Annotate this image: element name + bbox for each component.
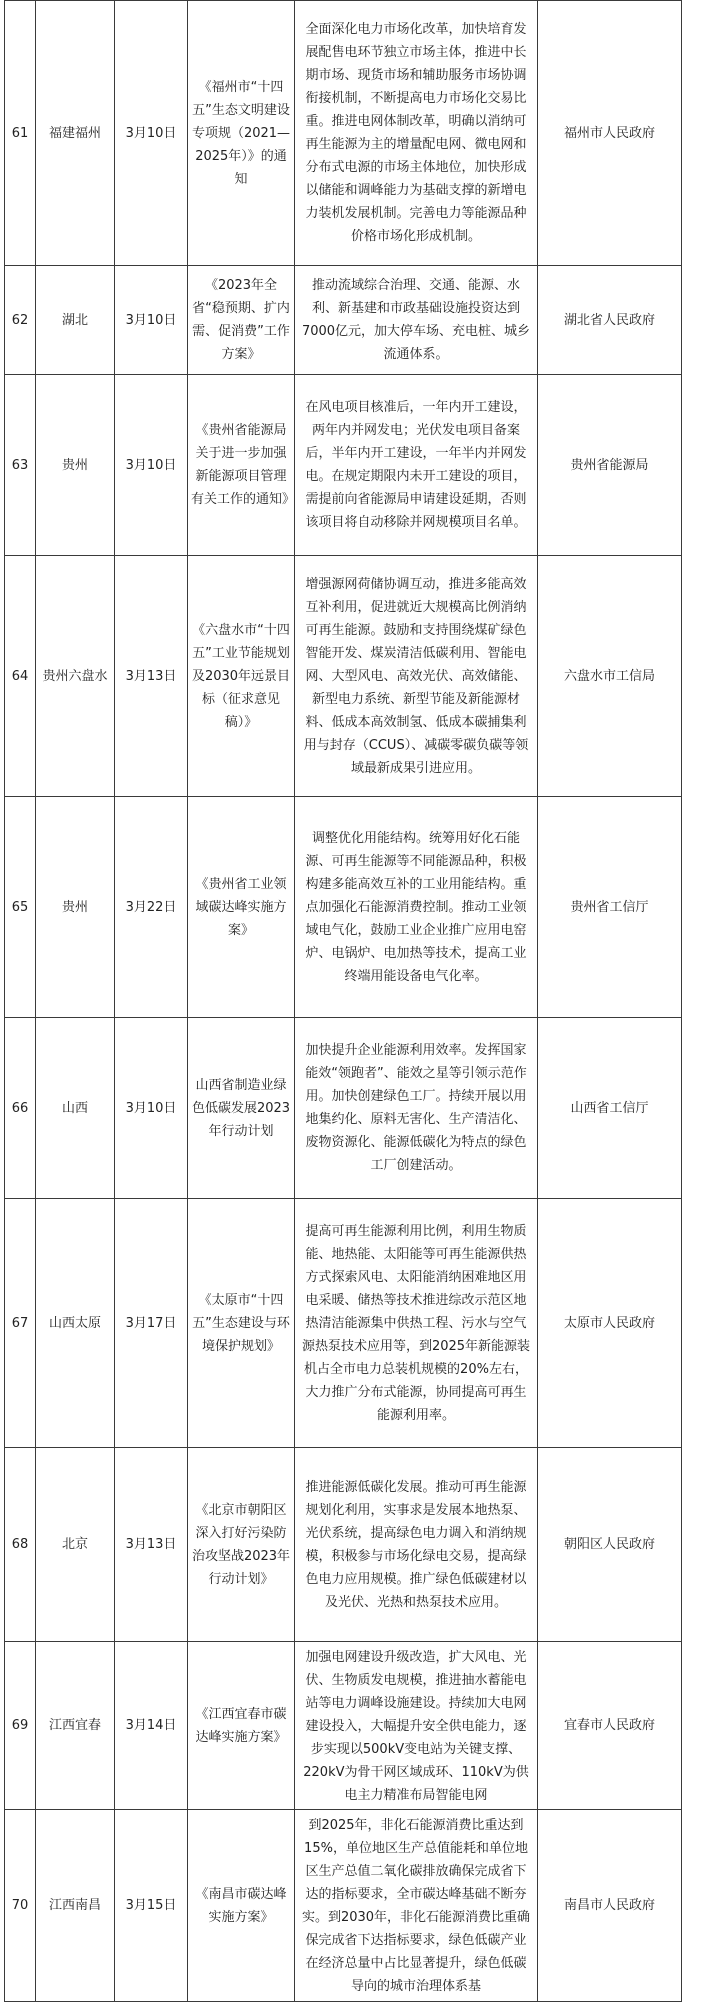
date-cell: 3月13日	[115, 556, 188, 797]
date-cell: 3月10日	[115, 266, 188, 375]
document-title-cell: 山西省制造业绿色低碳发展2023年行动计划	[188, 1018, 295, 1199]
content-cell	[295, 266, 538, 375]
content-cell	[295, 1448, 538, 1642]
content-cell	[295, 1810, 538, 2002]
issuer-cell: 朝阳区人民政府	[538, 1448, 682, 1642]
document-title-cell: 《北京市朝阳区深入打好污染防治攻坚战2023年行动计划》	[188, 1448, 295, 1642]
issuer-cell: 湖北省人民政府	[538, 266, 682, 375]
table-row	[5, 375, 682, 556]
content-cell	[295, 1, 538, 266]
date-cell: 3月17日	[115, 1199, 188, 1448]
content-text: 加快提升企业能源利用效率。发挥国家能效“领跑者”、能效之星等引领示范作用。加快创建绿色工厂。持续开展以用地集约化、原料无害化、生产清洁化、废物资源化、能源低碳化为特点的绿色工厂创建活动。	[305, 1043, 527, 1173]
content-text: 加强电网建设升级改造，扩大风电、光伏、生物质发电规模，推进抽水蓄能电站等电力调峰设施建设。持续加大电网建设投入，大幅提升安全供电能力，逐步实现以500kV变电站为关键支撑、220kV为骨干网区域成环、110kV为供电主力精准布局智能电网	[303, 1649, 529, 1803]
content-text: 调整优化用能结构。统筹用好化石能源、可再生能源等不同能源品种，积极构建多能高效互补的工业用能结构。重点加强化石能源消费控制。推动工业领域电气化，鼓励工业企业推广应用电窑炉、电锅炉、电加热等技术，提高工业终端用能设备电气化率。	[305, 830, 527, 984]
content-text: 到2025年，非化石能源消费比重达到15%，单位地区生产总值能耗和单位地区生产总值二氧化碳排放确保完成省下达的指标要求，全市碳达峰基础不断夯实。到2030年，非化石能源消费比重确保完成省下达指标要求，绿色低碳产业在经济总量中占比显著提升，绿色低碳导向的城市治理体系基	[301, 1817, 531, 1994]
issuer-cell: 宜春市人民政府	[538, 1642, 682, 1810]
content-text: 推进能源低碳化发展。推动可再生能源规划化利用，实事求是发展本地热泵、光伏系统，提高绿色电力调入和消纳规模，积极参与市场化绿电交易，提高绿色电力应用规模。推广绿色低碳建材以及光伏、光热和热泵技术应用。	[305, 1479, 527, 1610]
document-title-cell: 《福州市“十四五”生态文明建设专项规（2021—2025年）》的通知	[188, 1, 295, 266]
issuer-cell: 太原市人民政府	[538, 1199, 682, 1448]
document-title-cell: 《贵州省能源局关于进一步加强新能源项目管理有关工作的通知》	[188, 375, 295, 556]
document-title-cell: 《南昌市碳达峰实施方案》	[188, 1810, 295, 2002]
issuer-cell: 南昌市人民政府	[538, 1810, 682, 2002]
table-row	[5, 1810, 682, 2002]
region-cell: 江西南昌	[36, 1810, 115, 2002]
row-number: 70	[5, 1810, 36, 2002]
document-title-cell: 《贵州省工业领域碳达峰实施方案》	[188, 797, 295, 1018]
region-cell: 贵州	[36, 797, 115, 1018]
table-row	[5, 797, 682, 1018]
table-row	[5, 1018, 682, 1199]
content-cell	[295, 1199, 538, 1448]
date-cell: 3月10日	[115, 1, 188, 266]
row-number: 64	[5, 556, 36, 797]
row-number: 67	[5, 1199, 36, 1448]
content-text: 推动流域综合治理、交通、能源、水利、新基建和市政基础设施投资达到7000亿元，加大停车场、充电桩、城乡流通体系。	[301, 278, 531, 362]
region-cell: 北京	[36, 1448, 115, 1642]
table-row	[5, 1199, 682, 1448]
document-title-cell: 《2023年全省“稳预期、扩内需、促消费”工作方案》	[188, 266, 295, 375]
issuer-cell: 贵州省工信厅	[538, 797, 682, 1018]
content-cell	[295, 1018, 538, 1199]
date-cell: 3月13日	[115, 1448, 188, 1642]
date-cell: 3月22日	[115, 797, 188, 1018]
region-cell: 山西	[36, 1018, 115, 1199]
issuer-cell: 山西省工信厅	[538, 1018, 682, 1199]
region-cell: 贵州六盘水	[36, 556, 115, 797]
table-row	[5, 1448, 682, 1642]
row-number: 63	[5, 375, 36, 556]
document-title-cell: 《六盘水市“十四五”工业节能规划及2030年远景目标（征求意见稿）》	[188, 556, 295, 797]
table-row	[5, 1642, 682, 1810]
region-cell: 贵州	[36, 375, 115, 556]
region-cell: 江西宜春	[36, 1642, 115, 1810]
row-number: 69	[5, 1642, 36, 1810]
issuer-cell: 六盘水市工信局	[538, 556, 682, 797]
row-number: 66	[5, 1018, 36, 1199]
date-cell: 3月15日	[115, 1810, 188, 2002]
region-cell: 山西太原	[36, 1199, 115, 1448]
date-cell: 3月14日	[115, 1642, 188, 1810]
policy-table	[4, 0, 682, 2002]
content-cell	[295, 797, 538, 1018]
content-text: 增强源网荷储协调互动，推进多能高效互补利用，促进就近大规模高比例消纳可再生能源。鼓励和支持围绕煤矿绿色智能开发、煤炭清洁低碳利用、智能电网、大型风电、高效光伏、高效储能、新型电力系统、新型节能及新能源材料、低成本高效制氢、低成本碳捕集利用与封存（CCUS）、减碳零碳负碳等领域最新成果引进应用。	[303, 576, 529, 776]
content-text: 提高可再生能源利用比例，利用生物质能、地热能、太阳能等可再生能源供热方式探索风电、太阳能消纳困难地区用电采暖、储热等技术推进综改示范区地热清洁能源集中供热工程、污水与空气源热泵技术应用等，到2025年新能源装机占全市电力总装机规模的20%左右，大力推广分布式能源，协同提高可再生能源利用率。	[301, 1223, 531, 1423]
row-number: 68	[5, 1448, 36, 1642]
date-cell: 3月10日	[115, 1018, 188, 1199]
issuer-cell: 福州市人民政府	[538, 1, 682, 266]
content-text: 全面深化电力市场化改革，加快培育发展配售电环节独立市场主体，推进中长期市场、现货市场和辅助服务市场协调衔接机制，不断提高电力市场化交易比重。推进电网体制改革，明确以消纳可再生能源为主的增量配电网、微电网和分布式电源的市场主体地位，加快形成以储能和调峰能力为基础支撑的新增电力装机发展机制。完善电力等能源品种价格市场化形成机制。	[305, 22, 527, 244]
row-number: 62	[5, 266, 36, 375]
row-number: 65	[5, 797, 36, 1018]
document-title-cell: 《江西宜春市碳达峰实施方案》	[188, 1642, 295, 1810]
content-text: 在风电项目核准后，一年内开工建设，两年内并网发电；光伏发电项目备案后，半年内开工建设，一年半内并网发电。在规定期限内未开工建设的项目，需提前向省能源局申请建设延期，否则该项目将自动移除并网规模项目名单。	[305, 400, 527, 530]
table-row	[5, 556, 682, 797]
region-cell: 湖北	[36, 266, 115, 375]
date-cell: 3月10日	[115, 375, 188, 556]
region-cell: 福建福州	[36, 1, 115, 266]
row-number: 61	[5, 1, 36, 266]
content-cell	[295, 556, 538, 797]
issuer-cell: 贵州省能源局	[538, 375, 682, 556]
table-row	[5, 1, 682, 266]
content-cell	[295, 1642, 538, 1810]
content-cell	[295, 375, 538, 556]
document-title-cell: 《太原市“十四五”生态建设与环境保护规划》	[188, 1199, 295, 1448]
table-row	[5, 266, 682, 375]
